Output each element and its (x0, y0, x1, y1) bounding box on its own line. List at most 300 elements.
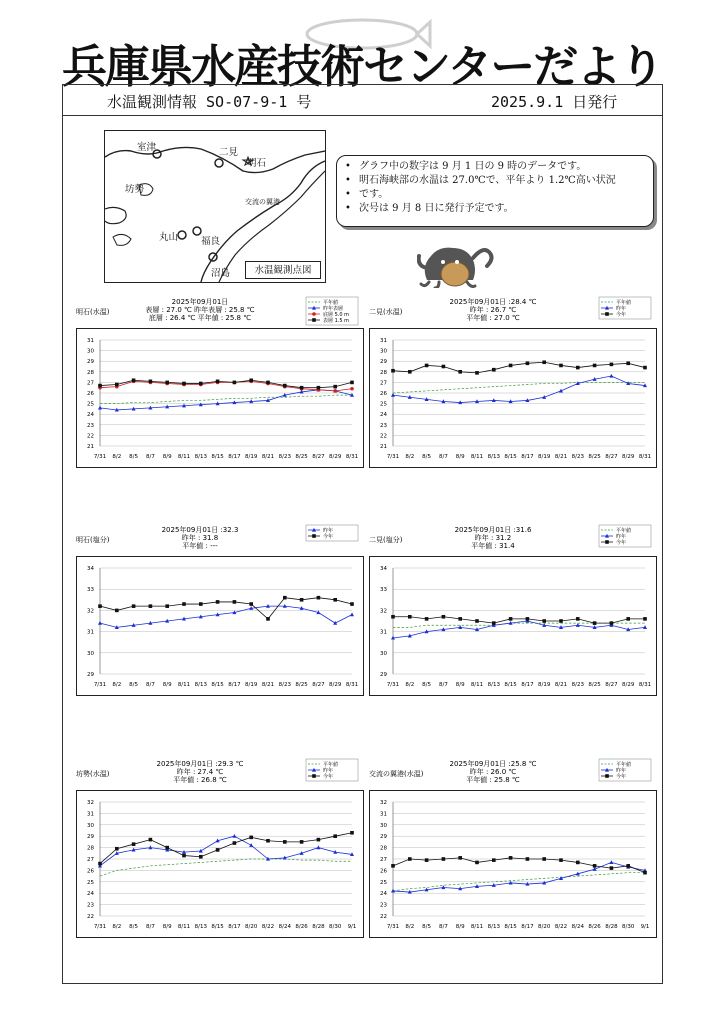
x-tick-label: 7/31 (93, 924, 107, 930)
data-point (542, 619, 546, 623)
notes-box (336, 155, 654, 227)
data-point (132, 378, 136, 382)
x-tick-label: 8/22 (261, 924, 275, 930)
x-tick-label: 8/11 (177, 924, 191, 930)
chart-header-line: 2025年09月01日 :32.3 (161, 526, 239, 534)
data-point (605, 774, 609, 778)
x-tick-label: 8/13 (194, 924, 207, 930)
x-tick-label: 8/7 (145, 454, 155, 460)
data-point (115, 383, 119, 387)
x-tick-label: 8/15 (211, 454, 224, 460)
chart-header-line: 2025年09月01日 :29.3 ℃ (156, 760, 244, 768)
map-label-futami: 二見 (219, 147, 239, 158)
data-point (233, 600, 237, 604)
y-tick-label: 32 (87, 608, 94, 615)
x-tick-label: 8/22 (554, 924, 568, 930)
data-point (283, 840, 287, 844)
chart-header-line: 昨年 : 26.0 ℃ (469, 768, 517, 776)
data-point (199, 382, 203, 386)
x-tick-label: 8/21 (554, 454, 568, 460)
y-tick-label: 22 (380, 433, 387, 440)
x-tick-label: 8/23 (571, 682, 584, 688)
x-tick-label: 8/9 (455, 454, 465, 460)
data-point (626, 864, 630, 868)
x-tick-label: 8/19 (245, 454, 258, 460)
x-tick-label: 8/9 (162, 682, 172, 688)
data-point (312, 774, 316, 778)
x-tick-label: 8/7 (145, 924, 155, 930)
data-point (132, 604, 136, 608)
data-point (610, 363, 614, 367)
data-point (216, 848, 220, 852)
y-tick-label: 26 (380, 868, 387, 875)
page-title: 兵庫県水産技術センターだより (62, 40, 663, 93)
y-tick-label: 32 (380, 608, 387, 615)
x-tick-label: 8/2 (112, 454, 122, 460)
chart-header-line: 底層 : 26.4 ℃ 平年値 : 25.8 ℃ (148, 314, 252, 322)
legend-label: 今年 (616, 774, 627, 780)
data-point (626, 617, 630, 621)
y-tick-label: 32 (380, 800, 387, 806)
data-point (643, 617, 647, 621)
plot-frame (370, 329, 657, 468)
data-point (458, 856, 462, 860)
data-point (266, 839, 270, 843)
x-tick-label: 8/23 (278, 454, 291, 460)
data-point (216, 380, 220, 384)
x-tick-label: 8/29 (329, 454, 342, 460)
station-label: 坊勢(水温) (76, 770, 110, 778)
chart-futami-salinity (369, 524, 657, 696)
data-point (458, 617, 462, 621)
data-point (605, 312, 609, 316)
issue-header (63, 85, 662, 116)
x-tick-label: 8/31 (345, 454, 359, 460)
data-point (333, 834, 337, 838)
y-tick-label: 23 (87, 422, 94, 429)
y-tick-label: 29 (87, 672, 94, 678)
y-tick-label: 24 (87, 412, 94, 419)
data-point (98, 604, 102, 608)
y-tick-label: 27 (380, 857, 387, 863)
chart-header-line: 平年値 : 27.0 ℃ (466, 314, 520, 322)
data-point (199, 602, 203, 606)
x-tick-label: 8/20 (245, 924, 258, 930)
plot-frame (77, 557, 364, 696)
data-point (425, 364, 429, 368)
x-tick-label: 8/15 (504, 924, 517, 930)
coastline-drawing (105, 131, 325, 282)
data-point (509, 364, 513, 368)
x-tick-label: 7/31 (386, 454, 400, 460)
x-tick-label: 8/29 (622, 454, 635, 460)
data-point (542, 360, 546, 364)
x-tick-label: 8/24 (278, 924, 291, 930)
issue-date: 2025.9.1 日発行 (491, 93, 618, 111)
x-tick-label: 8/27 (312, 682, 325, 688)
data-point (233, 841, 237, 845)
x-tick-label: 8/31 (638, 682, 652, 688)
chart-header-line: 2025年09月01日 (171, 298, 229, 306)
y-tick-label: 23 (380, 902, 387, 909)
chart-header-line: 昨年 : 31.2 (474, 534, 512, 542)
chart-header-line: 平年値 : --- (182, 542, 218, 550)
data-point (526, 857, 530, 861)
x-tick-label: 8/27 (312, 454, 325, 460)
x-tick-label: 8/21 (554, 682, 568, 688)
x-tick-label: 8/5 (422, 924, 432, 930)
y-tick-label: 25 (380, 879, 387, 886)
data-point (249, 378, 253, 382)
y-tick-label: 29 (380, 672, 387, 678)
data-point (317, 596, 321, 600)
data-point (626, 362, 630, 366)
chart-header-line: 昨年 : 26.7 ℃ (469, 306, 517, 314)
y-tick-label: 25 (87, 879, 94, 886)
legend-label: 平年値 (323, 300, 339, 306)
x-tick-label: 8/17 (521, 924, 534, 930)
y-tick-label: 25 (380, 401, 387, 408)
data-point (408, 857, 412, 861)
x-tick-label: 8/11 (470, 682, 484, 688)
x-tick-label: 8/13 (487, 454, 500, 460)
x-tick-label: 8/7 (438, 924, 448, 930)
y-tick-label: 21 (380, 444, 387, 450)
note-item: • グラフ中の数字は 9 月 1 日の 9 時のデータです。 (359, 160, 647, 174)
y-tick-label: 31 (380, 338, 387, 344)
chart-header-line: 2025年09月01日 :25.8 ℃ (449, 760, 537, 768)
data-point (266, 617, 270, 621)
x-tick-label: 7/31 (93, 454, 107, 460)
x-tick-label: 8/23 (278, 682, 291, 688)
data-point (312, 318, 316, 322)
data-point (115, 609, 119, 613)
data-point (132, 842, 136, 846)
data-point (559, 858, 563, 862)
legend-label: 今年 (323, 774, 334, 780)
data-point (576, 861, 580, 865)
x-tick-label: 8/2 (405, 924, 415, 930)
y-tick-label: 29 (380, 359, 387, 366)
data-point (425, 617, 429, 621)
x-tick-label: 9/1 (640, 924, 650, 930)
x-tick-label: 8/23 (571, 454, 584, 460)
x-tick-label: 8/13 (194, 454, 207, 460)
station-label: 二見(塩分) (369, 536, 403, 544)
legend-label: 平年値 (616, 528, 632, 534)
x-tick-label: 8/2 (112, 682, 122, 688)
data-point (283, 596, 287, 600)
x-tick-label: 8/5 (422, 682, 432, 688)
x-tick-label: 8/5 (422, 454, 432, 460)
data-point (593, 864, 597, 868)
y-tick-label: 24 (380, 891, 387, 898)
chart-futami-temp (369, 296, 657, 468)
y-tick-label: 22 (87, 433, 94, 440)
x-tick-label: 8/25 (588, 454, 601, 460)
legend-label: 昨年 (616, 306, 627, 312)
data-point (350, 381, 354, 385)
x-tick-label: 8/19 (538, 682, 551, 688)
data-point (249, 836, 253, 840)
data-point (610, 621, 614, 625)
data-point (475, 371, 479, 375)
note-item: • です。 (359, 188, 647, 202)
y-tick-label: 31 (87, 338, 94, 344)
y-tick-label: 30 (87, 822, 94, 829)
y-tick-label: 27 (380, 380, 387, 387)
octopus-mascot (417, 236, 499, 288)
x-tick-label: 8/7 (438, 682, 448, 688)
y-tick-label: 25 (87, 401, 94, 408)
x-tick-label: 8/20 (538, 924, 551, 930)
x-tick-label: 8/15 (504, 454, 517, 460)
data-point (576, 366, 580, 370)
data-point (408, 615, 412, 619)
x-tick-label: 8/13 (487, 924, 500, 930)
data-point (199, 855, 203, 859)
y-tick-label: 24 (380, 412, 387, 419)
y-tick-label: 26 (380, 391, 387, 397)
station-label: 明石(塩分) (76, 536, 110, 544)
station-label: 二見(水温) (369, 308, 403, 316)
map-label-maruyama: 丸山 (159, 232, 179, 243)
y-tick-label: 23 (380, 422, 387, 429)
data-point (509, 856, 513, 860)
data-point (492, 858, 496, 862)
x-tick-label: 8/30 (329, 924, 342, 930)
y-tick-label: 31 (87, 629, 94, 636)
data-point (165, 381, 169, 385)
chart-akashi-temp (76, 296, 364, 468)
legend-label: 昨年 (323, 528, 334, 534)
legend-label: 平年値 (616, 762, 632, 768)
x-tick-label: 8/7 (438, 454, 448, 460)
x-tick-label: 8/25 (295, 454, 308, 460)
x-tick-label: 8/24 (571, 924, 584, 930)
data-point (391, 864, 395, 868)
legend-label: 底層 5.0 m (323, 312, 350, 318)
data-point (182, 854, 186, 858)
data-point (249, 602, 253, 606)
x-tick-label: 8/17 (228, 454, 241, 460)
y-tick-label: 31 (87, 811, 94, 818)
map-label-murotsu: 室津 (137, 142, 157, 153)
legend-label: 平年値 (616, 300, 632, 306)
data-point (149, 838, 153, 842)
chart-header-line: 平年値 : 31.4 (471, 542, 515, 550)
x-tick-label: 8/19 (538, 454, 551, 460)
x-tick-label: 8/5 (129, 454, 139, 460)
data-point (643, 366, 647, 370)
map-label-fukura: 福良 (201, 236, 221, 247)
data-point (300, 598, 304, 602)
data-point (182, 602, 186, 606)
y-tick-label: 23 (87, 902, 94, 909)
y-tick-label: 33 (87, 587, 94, 594)
legend-label: 表層 1.5 m (323, 318, 350, 324)
x-tick-label: 8/9 (162, 454, 172, 460)
data-point (526, 362, 530, 366)
station-label: 交流の翼港(水温) (369, 770, 424, 778)
data-point (266, 381, 270, 385)
data-point (350, 831, 354, 835)
data-point (300, 386, 304, 390)
data-point (165, 846, 169, 850)
x-tick-label: 8/26 (295, 924, 308, 930)
plot-frame (77, 329, 364, 468)
data-point (300, 840, 304, 844)
x-tick-label: 8/25 (295, 682, 308, 688)
x-tick-label: 8/15 (211, 682, 224, 688)
data-point (509, 617, 513, 621)
legend-label: 昨年 (323, 768, 334, 774)
x-tick-label: 8/29 (329, 682, 342, 688)
data-point (98, 862, 102, 866)
x-tick-label: 8/5 (129, 924, 139, 930)
y-tick-label: 22 (87, 914, 94, 920)
data-point (408, 370, 412, 374)
data-point (391, 615, 395, 619)
legend-label: 今年 (616, 540, 627, 546)
data-point (605, 540, 609, 544)
x-tick-label: 8/17 (228, 682, 241, 688)
newsletter-header (62, 14, 672, 93)
y-tick-label: 21 (87, 444, 94, 450)
data-point (115, 847, 119, 851)
x-tick-label: 8/5 (129, 682, 139, 688)
chart-header-line: 表層 : 27.0 ℃ 昨年表層 : 25.8 ℃ (145, 306, 255, 314)
data-point (475, 619, 479, 623)
y-tick-label: 29 (380, 834, 387, 841)
legend-label: 昨年 (616, 534, 627, 540)
x-tick-label: 7/31 (93, 682, 107, 688)
data-point (475, 861, 479, 865)
data-point (216, 600, 220, 604)
y-tick-label: 30 (380, 822, 387, 829)
note-item: • 次号は 9 月 8 日に発行予定です。 (359, 202, 647, 216)
y-tick-label: 31 (380, 811, 387, 818)
x-tick-label: 8/7 (145, 682, 155, 688)
x-tick-label: 8/27 (605, 682, 618, 688)
x-tick-label: 8/27 (605, 454, 618, 460)
data-point (559, 364, 563, 368)
data-point (333, 598, 337, 602)
x-tick-label: 8/19 (245, 682, 258, 688)
data-point (593, 364, 597, 368)
x-tick-label: 8/2 (405, 682, 415, 688)
y-tick-label: 24 (87, 891, 94, 898)
y-tick-label: 33 (380, 587, 387, 594)
map-label-nushima: 沼島 (211, 268, 231, 279)
y-tick-label: 30 (380, 650, 387, 657)
x-tick-label: 8/17 (521, 454, 534, 460)
y-tick-label: 27 (87, 857, 94, 863)
data-point (283, 384, 287, 388)
x-tick-label: 8/29 (622, 682, 635, 688)
map-label-bouze: 坊勢 (125, 184, 145, 195)
note-item: • 明石海峡部の水温は 27.0℃で、平年より 1.2℃高い状況 (359, 174, 647, 188)
x-tick-label: 8/11 (177, 682, 191, 688)
y-tick-label: 32 (87, 800, 94, 806)
y-tick-label: 22 (380, 914, 387, 920)
y-tick-label: 30 (380, 348, 387, 355)
x-tick-label: 7/31 (386, 924, 400, 930)
y-tick-label: 29 (87, 359, 94, 366)
x-tick-label: 8/2 (405, 454, 415, 460)
data-point (350, 602, 354, 606)
data-point (425, 858, 429, 862)
x-tick-label: 8/21 (261, 454, 275, 460)
data-point (149, 380, 153, 384)
y-tick-label: 29 (87, 834, 94, 841)
data-point (442, 615, 446, 619)
x-tick-label: 8/28 (605, 924, 618, 930)
plot-frame (370, 791, 657, 938)
x-tick-label: 8/13 (194, 682, 207, 688)
x-tick-label: 8/9 (455, 682, 465, 688)
y-tick-label: 26 (87, 868, 94, 875)
data-point (98, 384, 102, 388)
data-point (317, 386, 321, 390)
legend-label: 今年 (323, 534, 334, 540)
chart-header-line: 昨年 : 31.8 (181, 534, 219, 542)
y-tick-label: 28 (380, 845, 387, 852)
data-point (492, 621, 496, 625)
chart-header-line: 2025年09月01日 :28.4 ℃ (449, 298, 537, 306)
x-tick-label: 8/15 (211, 924, 224, 930)
x-tick-label: 9/1 (347, 924, 357, 930)
chart-bouze-temp (76, 758, 364, 938)
x-tick-label: 8/30 (622, 924, 635, 930)
data-point (492, 368, 496, 372)
data-point (593, 621, 597, 625)
y-tick-label: 31 (380, 629, 387, 636)
data-point (182, 382, 186, 386)
x-tick-label: 8/17 (228, 924, 241, 930)
x-tick-label: 8/13 (487, 682, 500, 688)
y-tick-label: 28 (380, 369, 387, 376)
data-point (643, 871, 647, 875)
data-point (458, 370, 462, 374)
chart-kouryu-temp (369, 758, 657, 938)
y-tick-label: 34 (380, 566, 387, 572)
data-point (350, 387, 354, 391)
chart-header-line: 2025年09月01日 :31.6 (454, 526, 532, 534)
x-tick-label: 8/17 (521, 682, 534, 688)
data-point (442, 857, 446, 861)
data-point (526, 617, 530, 621)
map-label-akashi: 明石 (247, 158, 267, 169)
data-point (442, 365, 446, 369)
legend-label: 昨年表層 (323, 306, 344, 312)
data-point (576, 617, 580, 621)
x-tick-label: 8/21 (261, 682, 275, 688)
y-tick-label: 30 (87, 650, 94, 657)
y-tick-label: 26 (87, 391, 94, 397)
y-tick-label: 27 (87, 380, 94, 387)
data-point (233, 381, 237, 385)
x-tick-label: 8/9 (455, 924, 465, 930)
y-tick-label: 28 (87, 845, 94, 852)
x-tick-label: 8/31 (638, 454, 652, 460)
issue-label: 水温観測情報 SO-07-9-1 号 (107, 93, 312, 111)
x-tick-label: 8/11 (470, 454, 484, 460)
x-tick-label: 8/11 (177, 454, 191, 460)
station-label: 明石(水温) (76, 308, 110, 316)
x-tick-label: 7/31 (386, 682, 400, 688)
data-point (610, 866, 614, 870)
